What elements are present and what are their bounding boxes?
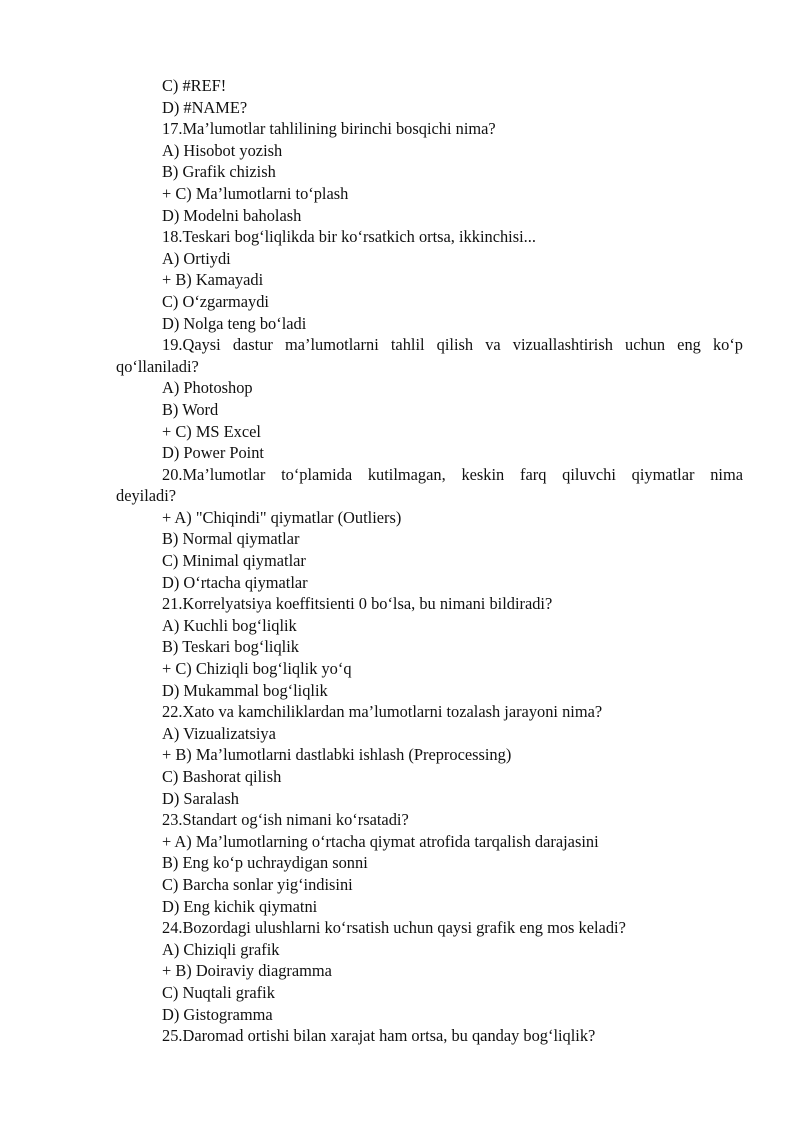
correct-answer-option: + B) Doiraviy diagramma: [162, 961, 332, 981]
question-24: 24.Bozordagi ulushlarni ko‘rsatish uchun qaysi grafik eng mos keladi?: [162, 918, 626, 938]
answer-option: D) #NAME?: [162, 97, 248, 117]
answer-option: D) Nolga teng bo‘ladi: [162, 313, 307, 333]
answer-option: D) Gistogramma: [162, 1004, 273, 1024]
answer-option: C) O‘zgarmaydi: [162, 291, 269, 311]
correct-answer-option: + B) Ma’lumotlarni dastlabki ishlash (Preprocessing): [162, 745, 512, 765]
answer-option: B) Word: [162, 399, 219, 419]
answer-option: B) Grafik chizish: [162, 162, 276, 182]
answer-option: C) Bashorat qilish: [162, 767, 282, 786]
question-20-line-2: deyiladi?: [116, 486, 177, 506]
answer-option: B) Eng ko‘p uchraydigan sonni: [162, 853, 368, 873]
document-page: [116, 75, 743, 1047]
question-22: 22.Xato va kamchiliklardan ma’lumotlarni tozalash jarayoni nima?: [162, 702, 603, 722]
answer-option: A) Chiziqli grafik: [162, 939, 280, 959]
answer-option: C) Nuqtali grafik: [162, 982, 275, 1002]
question-19-line-1: 19.Qaysi dastur ma’lumotlarni tahlil qilish va vizuallashtirish uchun eng ko‘p: [162, 335, 743, 355]
answer-option: A) Vizualizatsiya: [162, 723, 276, 743]
question-18: 18.Teskari bog‘liqlikda bir ko‘rsatkich ortsa, ikkinchisi...: [162, 227, 536, 247]
answer-option: D) Saralash: [162, 788, 239, 808]
answer-option: D) Eng kichik qiymatni: [162, 896, 318, 916]
correct-answer-option: + C) MS Excel: [162, 421, 261, 441]
answer-option: C) Minimal qiymatlar: [162, 551, 306, 571]
answer-option: D) Modelni baholash: [162, 205, 302, 225]
question-21: 21.Korrelyatsiya koeffitsienti 0 bo‘lsa, bu nimani bildiradi?: [162, 594, 553, 614]
question-23: 23.Standart og‘ish nimani ko‘rsatadi?: [162, 810, 409, 830]
question-20-line-1: 20.Ma’lumotlar to‘plamida kutilmagan, keskin farq qiluvchi qiymatlar nima: [162, 464, 743, 484]
correct-answer-option: + A) "Chiqindi" qiymatlar (Outliers): [162, 507, 402, 527]
answer-option: A) Ortiydi: [162, 248, 231, 268]
question-25: 25.Daromad ortishi bilan xarajat ham ortsa, bu qanday bog‘liqlik?: [162, 1026, 596, 1046]
answer-option: D) Power Point: [162, 443, 264, 463]
answer-option: B) Normal qiymatlar: [162, 529, 300, 549]
answer-option: C) Barcha sonlar yig‘indisini: [162, 874, 353, 894]
question-20: [116, 464, 743, 507]
answer-option: A) Hisobot yozish: [162, 140, 283, 160]
answer-option: A) Photoshop: [162, 378, 253, 398]
correct-answer-option: + B) Kamayadi: [162, 270, 264, 290]
question-19: [116, 334, 743, 377]
answer-option: D) Mukammal bog‘liqlik: [162, 680, 328, 700]
answer-option: C) #REF!: [162, 76, 227, 95]
question-19-line-2: qo‘llaniladi?: [116, 356, 199, 376]
correct-answer-option: + C) Ma’lumotlarni to‘plash: [162, 183, 349, 203]
answer-option: D) O‘rtacha qiymatlar: [162, 572, 308, 592]
answer-option: A) Kuchli bog‘liqlik: [162, 615, 297, 635]
correct-answer-option: + A) Ma’lumotlarning o‘rtacha qiymat atrofida tarqalish darajasini: [162, 831, 599, 851]
correct-answer-option: + C) Chiziqli bog‘liqlik yo‘q: [162, 659, 352, 679]
question-17: 17.Ma’lumotlar tahlilining birinchi bosqichi nima?: [162, 119, 496, 139]
answer-option: B) Teskari bog‘liqlik: [162, 637, 299, 657]
